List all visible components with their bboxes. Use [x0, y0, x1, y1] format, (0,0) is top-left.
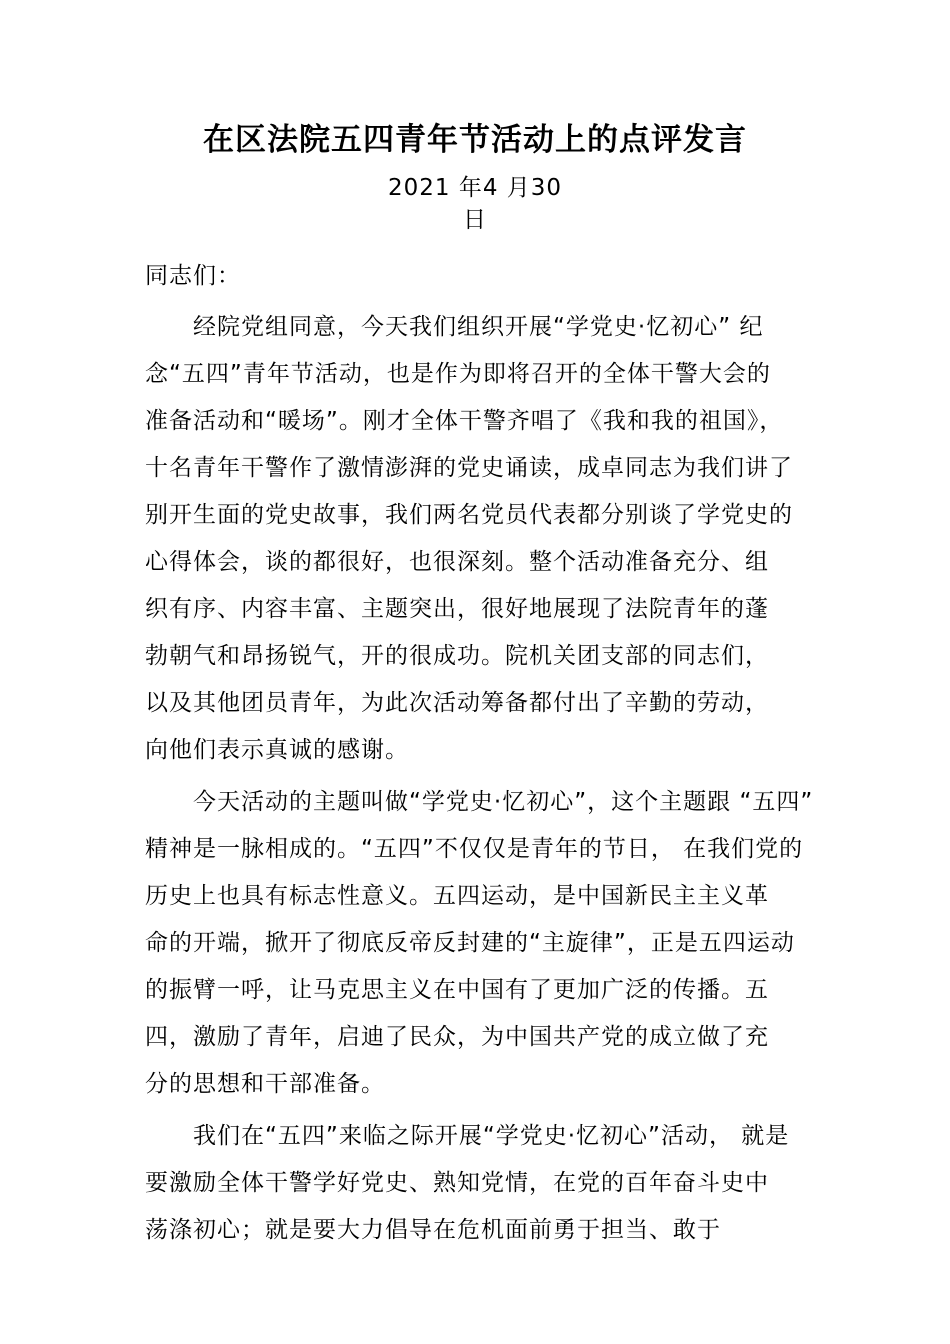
text-line: 心得体会，谈的都很好，也很深刻。整个活动准备充分、组 [145, 549, 769, 575]
text-line: 要激励全体干警学好党史、熟知党情，在党的百年奋斗史中 [145, 1170, 769, 1196]
paragraph [145, 1113, 817, 1254]
text-line: 经院党组同意，今天我们组织开展“学党史·忆初心” 纪 [193, 314, 764, 340]
paragraph [145, 304, 817, 774]
date-line: 2021 年4 月30 [387, 175, 563, 201]
text-line: 历史上也具有标志性意义。五四运动，是中国新民主主义革 [145, 883, 769, 909]
text-line: 织有序、内容丰富、主题突出，很好地展现了法院青年的蓬 [145, 596, 769, 622]
text-line: 的振臂一呼，让马克思主义在中国有了更加广泛的传播。五 [145, 977, 769, 1003]
text-line: 念“五四”青年节活动，也是作为即将召开的全体干警大会的 [145, 361, 771, 387]
date-line: 日 [463, 207, 487, 233]
text-line: 勃朝气和昂扬锐气，开的很成功。院机关团支部的同志们， [145, 643, 769, 669]
salutation: 同志们： [145, 263, 241, 289]
text-line: 四，激励了青年，启迪了民众，为中国共产党的成立做了充 [145, 1024, 769, 1050]
text-line: 命的开端，掀开了彻底反帝反封建的“主旋律”，正是五四运动 [145, 930, 795, 956]
text-line: 别开生面的党史故事，我们两名党员代表都分别谈了学党史的 [145, 502, 793, 528]
paragraph [145, 779, 817, 1108]
text-line: 我们在“五四”来临之际开展“学党史·忆初心”活动， 就是 [193, 1123, 790, 1149]
document-title: 在区法院五四青年节活动上的点评发言 [203, 122, 747, 158]
text-line: 荡涤初心；就是要大力倡导在危机面前勇于担当、敢于 [145, 1217, 721, 1243]
text-line: 分的思想和干部准备。 [145, 1071, 385, 1097]
document-date [375, 172, 575, 236]
text-line: 向他们表示真诚的感谢。 [145, 737, 409, 763]
document-body [145, 304, 817, 1259]
text-line: 准备活动和“暖场”。刚才全体干警齐唱了《我和我的祖国》， [145, 408, 784, 434]
text-line: 精神是一脉相成的。“五四”不仅仅是青年的节日， 在我们党的 [145, 836, 804, 862]
text-line: 今天活动的主题叫做“学党史·忆初心”，这个主题跟 “五四” [193, 789, 814, 815]
text-line: 以及其他团员青年，为此次活动筹备都付出了辛勤的劳动， [145, 690, 769, 716]
text-line: 十名青年干警作了激情澎湃的党史诵读，成卓同志为我们讲了 [145, 455, 793, 481]
